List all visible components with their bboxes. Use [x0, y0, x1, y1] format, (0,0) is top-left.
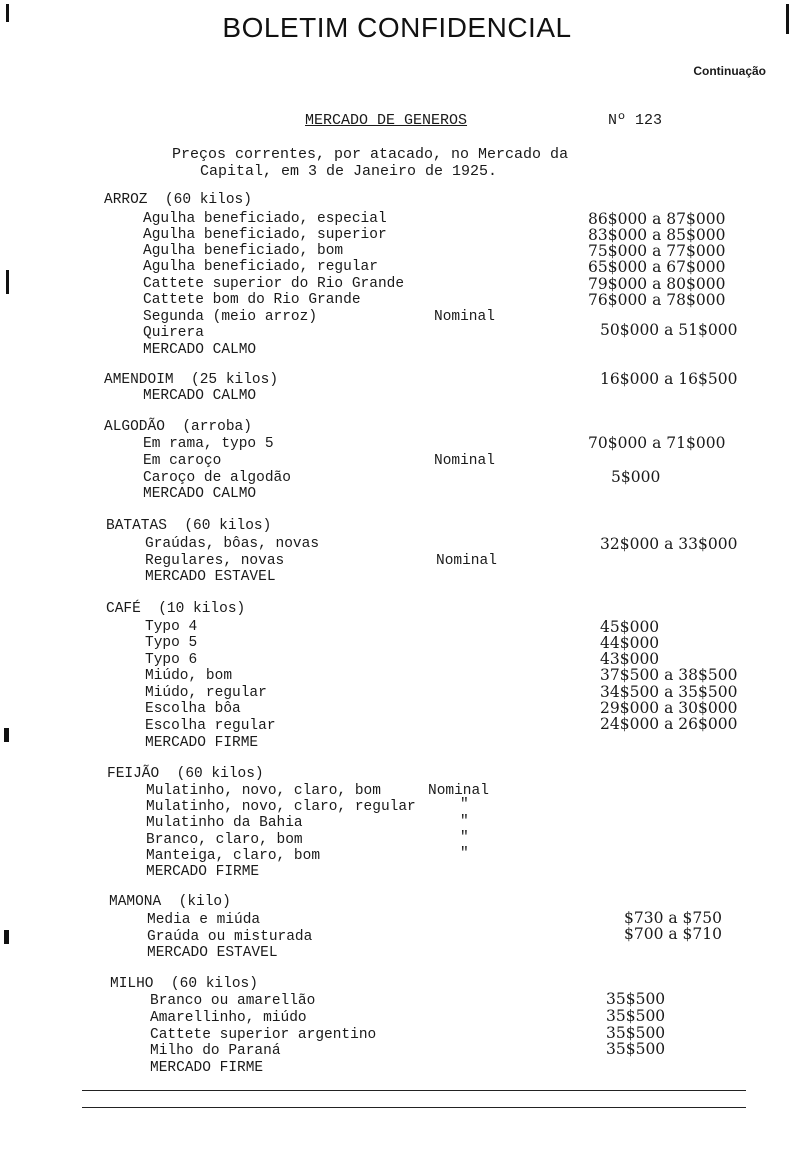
- item-label: Agulha beneficiado, regular: [143, 259, 378, 275]
- item-status: ": [460, 797, 469, 813]
- item-label: Mulatinho, novo, claro, bom: [146, 783, 381, 799]
- report-number: Nº 123: [608, 112, 663, 129]
- market-status: MERCADO CALMO: [143, 388, 257, 404]
- intro-line-1: Preços correntes, por atacado, no Mercado da: [172, 146, 569, 163]
- item-label: Agulha beneficiado, bom: [143, 243, 344, 259]
- item-price: 65$000 a 67$000: [588, 258, 726, 276]
- item-status: ": [460, 830, 469, 846]
- item-label: Cattete superior argentino: [150, 1027, 377, 1043]
- report-heading: MERCADO DE GENEROS: [305, 112, 468, 129]
- market-status: MERCADO CALMO: [143, 486, 257, 502]
- section-title-batatas: BATATAS (60 kilos): [106, 518, 272, 534]
- item-price: $700 a $710: [624, 925, 722, 943]
- item-price: 32$000 a 33$000: [600, 535, 738, 553]
- item-price: 16$000 a 16$500: [600, 370, 738, 388]
- market-status: MERCADO CALMO: [143, 342, 257, 358]
- item-price: 43$000: [600, 650, 660, 668]
- market-status: MERCADO FIRME: [145, 735, 259, 751]
- item-status: Nominal: [436, 553, 497, 569]
- item-label: Escolha bôa: [145, 701, 241, 717]
- closing-rule: [82, 1090, 746, 1091]
- market-status: MERCADO ESTAVEL: [147, 945, 278, 961]
- item-status: ": [460, 846, 469, 862]
- item-label: Cattete bom do Rio Grande: [143, 292, 361, 308]
- report-intro: [172, 146, 568, 180]
- closing-rule: [82, 1107, 746, 1108]
- item-price: 70$000 a 71$000: [588, 434, 726, 452]
- item-price: 37$500 a 38$500: [600, 666, 738, 684]
- item-label: Cattete superior do Rio Grande: [143, 276, 405, 292]
- item-label: Em caroço: [143, 453, 222, 469]
- section-title-mamona: MAMONA (kilo): [109, 894, 231, 910]
- scan-mark: [6, 4, 9, 22]
- section-title-algodao: ALGODÃO (arroba): [104, 419, 252, 435]
- item-price: 75$000 a 77$000: [588, 242, 726, 260]
- item-price: 50$000 a 51$000: [600, 321, 738, 339]
- bulletin-title: BOLETIM CONFIDENCIAL: [222, 12, 572, 43]
- item-label: Escolha regular: [145, 718, 276, 734]
- item-label: Branco, claro, bom: [146, 832, 303, 848]
- section-title-amendoim: AMENDOIM (25 kilos): [104, 372, 279, 388]
- item-price: $730 a $750: [624, 909, 722, 927]
- item-label: Manteiga, claro, bom: [146, 848, 321, 864]
- item-price: 34$500 a 35$500: [600, 683, 738, 701]
- item-label: Typo 4: [145, 619, 198, 635]
- item-label: Graúdas, bôas, novas: [145, 536, 320, 552]
- item-label: Mulatinho da Bahia: [146, 815, 303, 831]
- item-label: Regulares, novas: [145, 553, 285, 569]
- item-price: 24$000 a 26$000: [600, 715, 738, 733]
- item-label: Milho do Paraná: [150, 1043, 281, 1059]
- item-status: Nominal: [428, 783, 489, 799]
- item-price: 5$000: [611, 468, 661, 486]
- item-label: Em rama, typo 5: [143, 436, 274, 452]
- item-price: 44$000: [600, 634, 660, 652]
- scan-mark: [786, 4, 789, 34]
- item-label: Caroço de algodão: [143, 470, 291, 486]
- item-label: Agulha beneficiado, superior: [143, 227, 387, 243]
- intro-line-2: Capital, em 3 de Janeiro de 1925.: [200, 163, 498, 180]
- item-label: Typo 5: [145, 635, 198, 651]
- item-label: Mulatinho, novo, claro, regular: [146, 799, 416, 815]
- item-price: 29$000 a 30$000: [600, 699, 738, 717]
- item-label: Branco ou amarellão: [150, 993, 316, 1009]
- item-label: Segunda (meio arroz): [143, 309, 318, 325]
- item-price: 83$000 a 85$000: [588, 226, 726, 244]
- item-label: Amarellinho, miúdo: [150, 1010, 307, 1026]
- item-price: 79$000 a 80$000: [588, 275, 726, 293]
- scan-mark: [4, 930, 9, 944]
- item-price: 86$000 a 87$000: [588, 210, 726, 228]
- continuation-label: Continuação: [693, 64, 766, 78]
- item-status: Nominal: [434, 309, 495, 325]
- item-price: 35$500: [606, 990, 666, 1008]
- market-status: MERCADO FIRME: [146, 864, 260, 880]
- section-title-milho: MILHO (60 kilos): [110, 976, 258, 992]
- scan-mark: [4, 728, 9, 742]
- scan-mark: [6, 270, 9, 294]
- section-title-arroz: ARROZ (60 kilos): [104, 192, 252, 208]
- item-price: 45$000: [600, 618, 660, 636]
- item-price: 35$500: [606, 1024, 666, 1042]
- market-status: MERCADO FIRME: [150, 1060, 264, 1076]
- item-label: Agulha beneficiado, especial: [143, 211, 387, 227]
- item-price: 35$500: [606, 1007, 666, 1025]
- item-price: 76$000 a 78$000: [588, 291, 726, 309]
- item-price: 35$500: [606, 1040, 666, 1058]
- market-status: MERCADO ESTAVEL: [145, 569, 276, 585]
- item-label: Miúdo, regular: [145, 685, 267, 701]
- item-label: Typo 6: [145, 652, 198, 668]
- item-label: Graúda ou misturada: [147, 929, 313, 945]
- item-label: Media e miúda: [147, 912, 261, 928]
- item-status: Nominal: [434, 453, 495, 469]
- section-title-cafe: CAFÉ (10 kilos): [106, 601, 246, 617]
- section-title-feijao: FEIJÃO (60 kilos): [107, 766, 264, 782]
- item-status: ": [460, 814, 469, 830]
- item-label: Miúdo, bom: [145, 668, 233, 684]
- item-label: Quirera: [143, 325, 204, 341]
